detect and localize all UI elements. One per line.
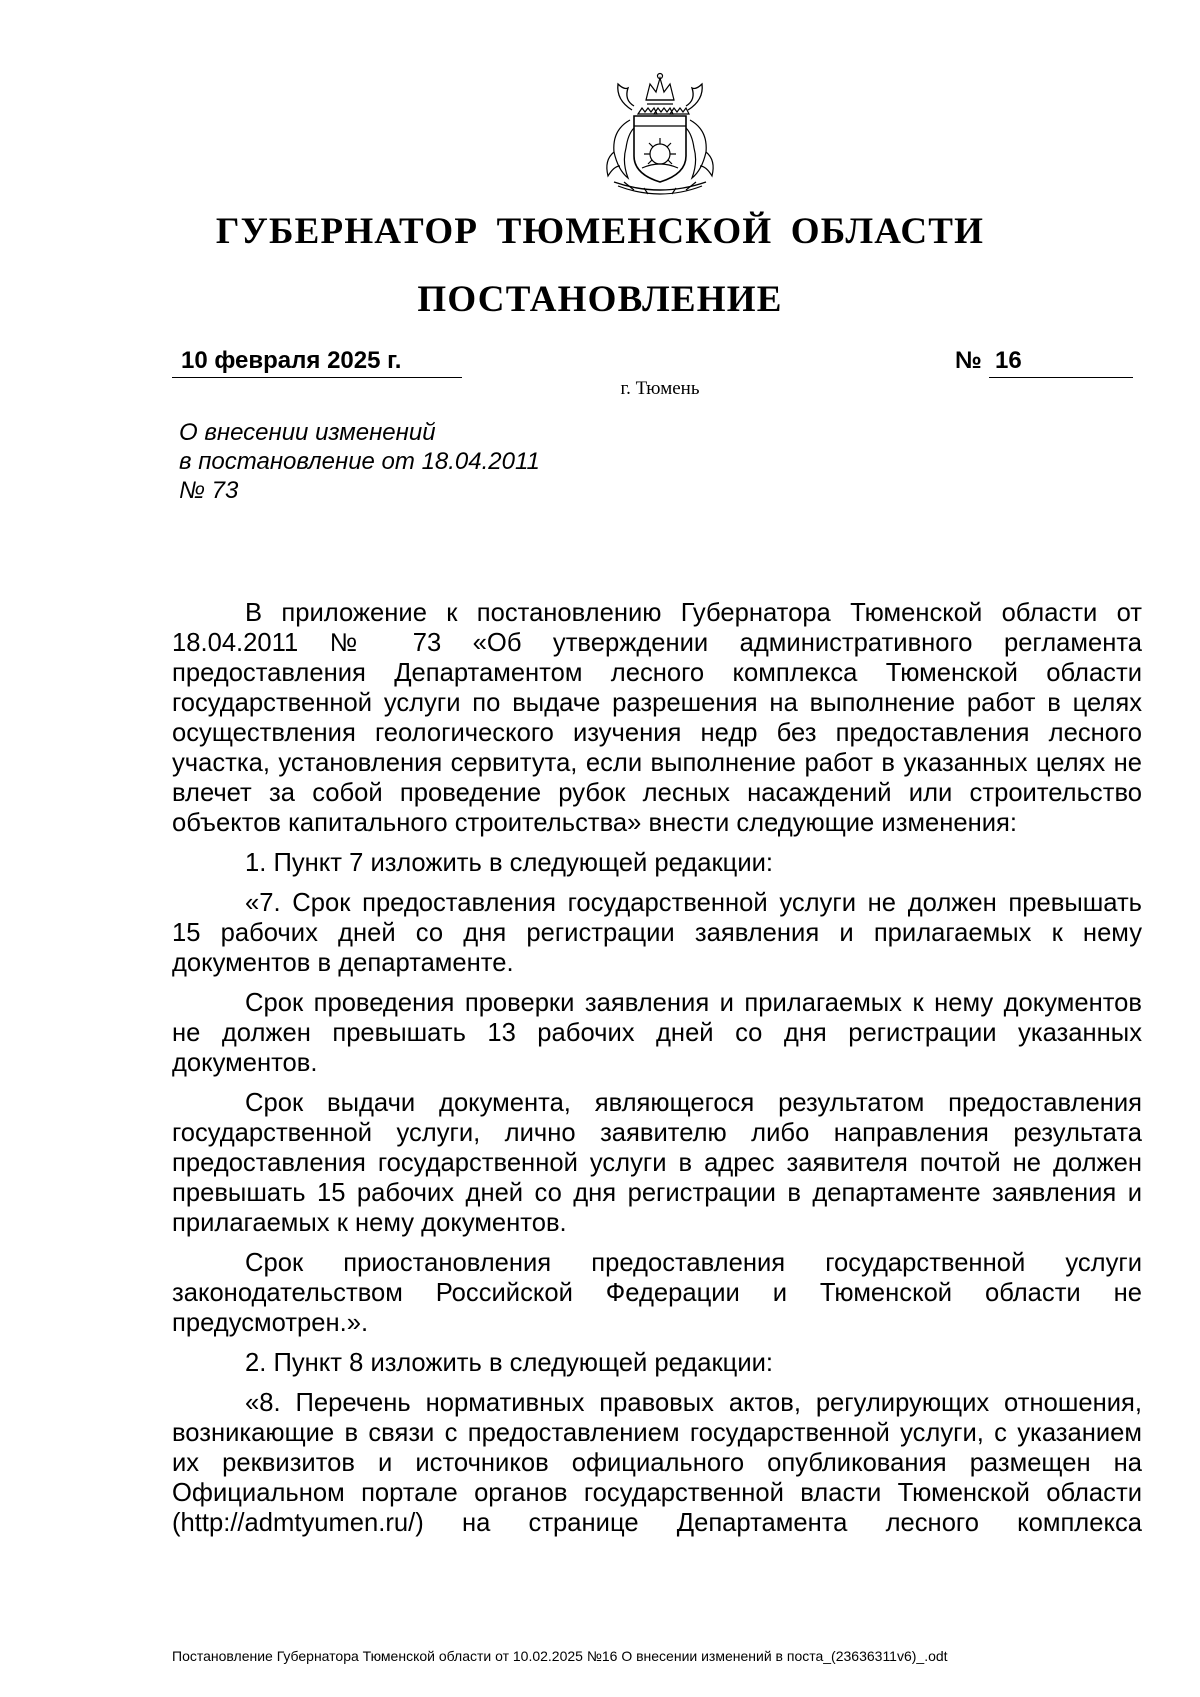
document-subject [179,418,639,505]
body-paragraph: Срок выдачи документа, являющегося результатом предоставления государственной услуги, лично заявителю либо направления результата предоставления государственной услуги в адрес заявителя почтой не должен превышать 15 рабочих дней со дня регистрации в департаменте заявления и прилагаемых к нему документов. [172,1089,1142,1237]
subject-line: № 73 [179,477,239,504]
body-paragraph: «8. Перечень нормативных правовых актов, регулирующих отношения, возникающие в связи с предоставлением государственной услуги, с указанием их реквизитов и источников официального опубликования размещен на Официальном портале органов государственной власти Тюменской области (http://admtyumen.ru/) на странице Департамента лесного комплекса [172,1389,1142,1537]
document-type: ПОСТАНОВЛЕНИЕ [417,279,783,320]
issuer-title: ГУБЕРНАТОР ТЮМЕНСКОЙ ОБЛАСТИ [215,211,985,252]
body-paragraph: 1. Пункт 7 изложить в следующей редакции: [245,849,774,877]
page-footer: Постановление Губернатора Тюменской области от 10.02.2025 №16 О внесении изменений в поста_(23636311v6)_.odt [172,1648,948,1664]
document-body [172,598,1142,1538]
coat-of-arms-icon [594,70,726,202]
body-paragraph: Срок проведения проверки заявления и прилагаемых к нему документов не должен превышать 13 рабочих дней со дня регистрации указанных документов. [172,989,1142,1077]
body-paragraph: «7. Срок предоставления государственной услуги не должен превышать 15 рабочих дней со дня регистрации заявления и прилагаемых к нему документов в департаменте. [172,889,1142,977]
body-paragraph: 2. Пункт 8 изложить в следующей редакции: [245,1349,774,1377]
document-number-field [955,346,1133,378]
body-paragraph: В приложение к постановлению Губернатора Тюменской области от 18.04.2011 № 73 «Об утверждении административного регламента предоставления Департаментом лесного комплекса Тюменской области государственной услуги по выдаче разрешения на выполнение работ в целях осуществления геологического изучения недр без предоставления лесного участка, установления сервитута, если выполнение работ в указанных целях не влечет за собой проведение рубок лесных насаждений или строительство объектов капитального строительства» внести следующие изменения: [172,599,1142,837]
city-label: г. Тюмень [620,378,700,399]
document-date: 10 февраля 2025 г. [172,346,462,378]
subject-line: в постановление от 18.04.2011 [179,448,540,475]
document-number: 16 [989,346,1133,378]
body-paragraph: Срок приостановления предоставления государственной услуги законодательством Российской Федерации и Тюменской области не предусмотрен.». [172,1249,1142,1337]
subject-line: О внесении изменений [179,419,436,446]
number-sign: № [955,347,982,374]
